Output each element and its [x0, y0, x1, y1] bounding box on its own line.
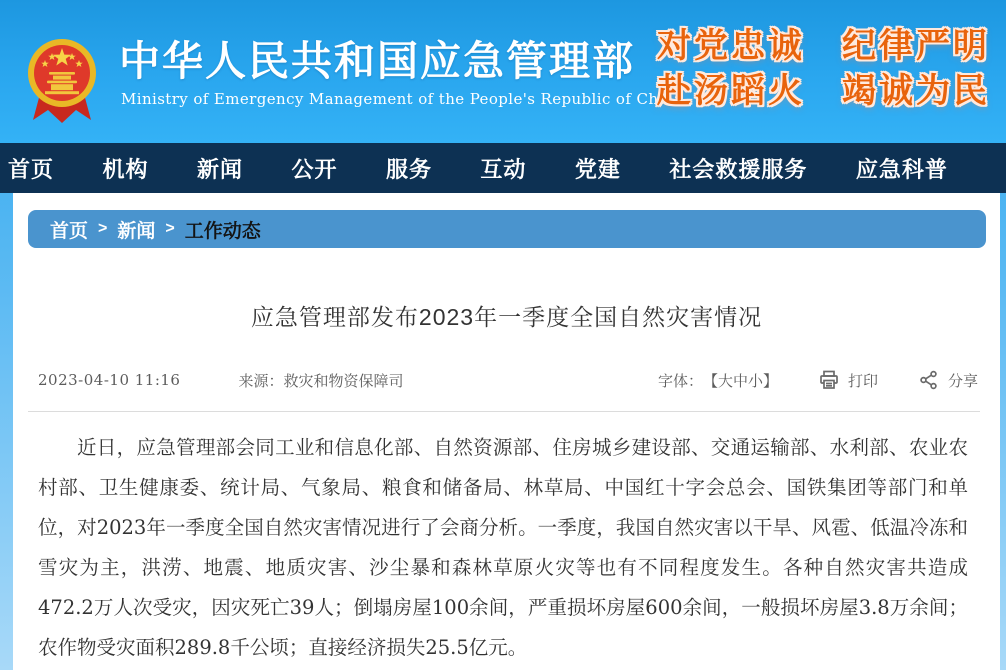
nav-item-science[interactable]: 应急科普 — [855, 156, 948, 182]
content-panel — [13, 193, 1000, 670]
nav-item-orgs[interactable]: 机构 — [102, 156, 149, 182]
article-tools — [658, 369, 978, 391]
header-slogan — [657, 24, 990, 114]
breadcrumb-news[interactable]: 新闻 — [117, 220, 156, 242]
breadcrumb-current: 工作动态 — [184, 220, 261, 242]
print-icon — [818, 369, 840, 391]
site-subtitle: Ministry of Emergency Management of the People's Republic of China — [121, 90, 684, 108]
breadcrumb-separator: > — [165, 220, 175, 237]
slogan-line-1: 对党忠诚 纪律严明 — [657, 26, 990, 66]
slogan-line-2: 赴汤蹈火 竭诚为民 — [657, 71, 990, 111]
nav-item-news[interactable]: 新闻 — [196, 156, 243, 182]
font-size-options[interactable]: 【大中小】 — [702, 371, 778, 390]
nav-item-home[interactable]: 首页 — [8, 156, 55, 182]
nav-item-interaction[interactable]: 互动 — [480, 156, 527, 182]
nav-item-disclosure[interactable]: 公开 — [291, 156, 338, 182]
nav-item-party[interactable]: 党建 — [574, 156, 621, 182]
article-title: 应急管理部发布2023年一季度全国自然灾害情况 — [250, 304, 763, 330]
breadcrumb-separator: > — [98, 220, 108, 237]
article-meta-row — [13, 369, 1000, 391]
share-icon — [918, 369, 940, 391]
share-label: 分享 — [947, 371, 978, 390]
national-emblem-icon — [26, 36, 98, 124]
nav-item-social-rescue[interactable]: 社会救援服务 — [669, 156, 808, 182]
breadcrumb-home[interactable]: 首页 — [50, 220, 89, 242]
font-size-widget — [658, 370, 778, 391]
print-label: 打印 — [847, 371, 878, 390]
article-source: 来源：救灾和物资保障司 — [238, 371, 404, 390]
site-title: 中华人民共和国应急管理部 — [119, 38, 635, 84]
font-size-label: 字体： — [657, 371, 703, 390]
print-button[interactable] — [818, 369, 878, 391]
article-date: 2023-04-10 11:16 — [38, 371, 181, 389]
article-body: 近日，应急管理部会同工业和信息化部、自然资源部、住房城乡建设部、交通运输部、水利部、农业农村部、卫生健康委、统计局、气象局、粮食和储备局、林草局、中国红十字会总会、国铁集团等部门和单位，对2023年一季度全国自然灾害情况进行了会商分析。一季度，我国自然灾害以干旱、风雹、低温冷冻和雪灾为主，洪涝、地震、地质灾害、沙尘暴和森林草原火灾等也有不同程度发生。各种自然灾害共造成472.2万人次受灾，因灾死亡39人；倒塌房屋100余间，严重损坏房屋600余间，一般损坏房屋3.8万余间；农作物受灾面积289.8千公顷；直接经济损失25.5亿元。 — [38, 436, 968, 659]
breadcrumb — [28, 210, 986, 248]
meta-divider — [28, 411, 980, 412]
main-nav — [0, 143, 1006, 193]
nav-item-services[interactable]: 服务 — [385, 156, 432, 182]
site-header — [0, 0, 1006, 143]
share-button[interactable] — [918, 369, 978, 391]
